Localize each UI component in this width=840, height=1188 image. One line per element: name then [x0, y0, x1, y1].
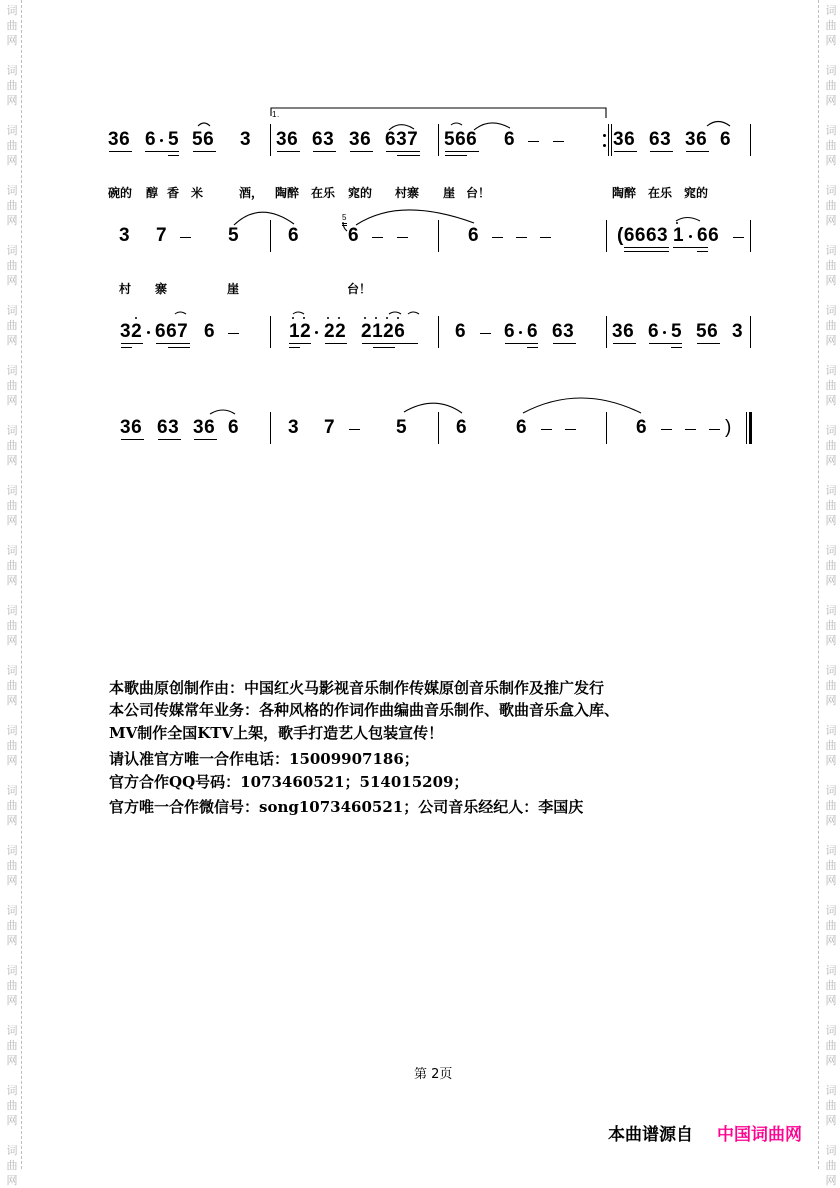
info-line: 本歌曲原创制作由：中国红火马影视音乐制作传媒原创音乐制作及推广发行 [109, 679, 605, 697]
watermark-text: 词 曲 网 [825, 184, 837, 227]
watermark-text: 词 曲 网 [825, 904, 837, 947]
watermark-text: 词 曲 网 [825, 1084, 837, 1127]
note-group: 36 [349, 129, 372, 150]
note: 6 [636, 417, 648, 438]
note-group: 56 [192, 129, 215, 150]
watermark-text: 词 曲 网 [6, 1084, 18, 1127]
note: 5 [396, 417, 408, 438]
watermark-text: 词 曲 网 [825, 244, 837, 287]
watermark-text: 词 曲 网 [6, 1144, 18, 1187]
lyric: 崖 [443, 186, 456, 200]
watermark-text: 词 曲 网 [6, 664, 18, 707]
note-high: 1 [673, 225, 685, 246]
lyric: 醇 [146, 186, 159, 200]
watermark-text: 词 曲 网 [6, 364, 18, 407]
watermark-text: 词 曲 网 [825, 364, 837, 407]
note: 6 [516, 417, 528, 438]
note-group: 36 [612, 321, 635, 342]
note: 3 [240, 129, 252, 150]
lyric: 窕的 [684, 186, 709, 200]
watermark-text: 词 曲 网 [6, 244, 18, 287]
lyric: 香 [167, 186, 180, 200]
note-group-high: 22 [324, 321, 347, 342]
note-group: 66 [697, 225, 720, 246]
note: 6 [648, 321, 660, 342]
note-group: 667 [155, 321, 189, 342]
note-group: 36 [685, 129, 708, 150]
watermark-text: 词 曲 网 [6, 424, 18, 467]
watermark-text: 词 曲 网 [825, 484, 837, 527]
watermark-text: 词 曲 网 [825, 304, 837, 347]
watermark-text: 词 曲 网 [825, 124, 837, 167]
watermark-text: 词 曲 网 [825, 724, 837, 767]
note: 6 [720, 129, 732, 150]
lyric: 在乐 [648, 186, 673, 200]
note: 5 [168, 129, 180, 150]
watermark-text: 词 曲 网 [825, 664, 837, 707]
lyric: 村 [119, 282, 132, 296]
watermark-text: 词 曲 网 [825, 1144, 837, 1187]
note: 6 [527, 321, 539, 342]
note-group: 63 [312, 129, 335, 150]
info-line-qq: 官方合作QQ号码：1073460521；514015209； [109, 773, 469, 791]
note: 5 [228, 225, 240, 246]
lyric: 崖 [227, 282, 240, 296]
note-group: 56 [696, 321, 719, 342]
note-group-high: 2126 [361, 321, 406, 342]
note-group: 63 [649, 129, 672, 150]
note-group: 36 [276, 129, 299, 150]
watermark-text: 词 曲 网 [825, 784, 837, 827]
watermark-text: 词 曲 网 [6, 904, 18, 947]
note: 6 [468, 225, 480, 246]
info-line-wechat: 官方唯一合作微信号：song1073460521；公司音乐经纪人：李国庆 [109, 798, 584, 816]
note-group: (6663 [617, 225, 669, 246]
lyric: 寨 [155, 282, 168, 296]
note-group: 637 [385, 129, 419, 150]
note: 6 [288, 225, 300, 246]
lyric: 陶醉 [612, 186, 637, 200]
close-paren: ) [725, 417, 732, 438]
watermark-text: 词 曲 网 [825, 64, 837, 107]
info-line: 本公司传媒常年业务：各种风格的作词作曲编曲音乐制作、歌曲音乐盒入库、 [109, 701, 620, 719]
watermark-text: 词 曲 网 [6, 784, 18, 827]
watermark-text: 词 曲 网 [825, 964, 837, 1007]
note-group: 36 [613, 129, 636, 150]
watermark-text: 词 曲 网 [6, 604, 18, 647]
watermark-text: 词 曲 网 [825, 604, 837, 647]
note-group: 36 [108, 129, 131, 150]
source-site-link[interactable]: 中国词曲网 [717, 1125, 802, 1145]
lyric: 陶醉 [275, 186, 300, 200]
watermark-text: 词 曲 网 [6, 184, 18, 227]
note: 6 [145, 129, 157, 150]
note: 3 [732, 321, 744, 342]
note: 6 [504, 321, 516, 342]
watermark-text: 词 曲 网 [6, 304, 18, 347]
note: 6 [228, 417, 240, 438]
watermark-text: 词 曲 网 [6, 544, 18, 587]
watermark-text: 词 曲 网 [825, 1024, 837, 1067]
watermark-text: 词 曲 网 [6, 64, 18, 107]
note: 6 [504, 129, 516, 150]
note-group: 63 [157, 417, 180, 438]
watermark-text: 词 曲 网 [6, 844, 18, 887]
lyric: 米 [191, 186, 204, 200]
note-group: 36 [120, 417, 143, 438]
note-group: 566 [444, 129, 478, 150]
info-line: MV制作全国KTV上架，歌手打造艺人包装宣传！ [109, 724, 444, 742]
watermark-text: 词 曲 网 [825, 424, 837, 467]
lyric: 台！ [347, 282, 372, 296]
note: 6 [456, 417, 468, 438]
watermark-text: 词 曲 网 [825, 544, 837, 587]
note-group: 36 [193, 417, 216, 438]
watermark-text: 词 曲 网 [6, 124, 18, 167]
watermark-text: 词 曲 网 [6, 4, 18, 47]
note: 5 [671, 321, 683, 342]
lyric: 在乐 [311, 186, 336, 200]
note-group-high: 12 [289, 321, 312, 342]
note: 3 [119, 225, 131, 246]
note: 7 [324, 417, 336, 438]
note-group: 63 [552, 321, 575, 342]
volta-label: 1. [272, 110, 280, 119]
grace-note: 5 [342, 213, 347, 222]
note: 7 [156, 225, 168, 246]
note: 6 [204, 321, 216, 342]
watermark-text: 词 曲 网 [6, 724, 18, 767]
lyric: 酒， [239, 186, 264, 200]
note: 3 [288, 417, 300, 438]
source-label: 本曲谱源自 [608, 1125, 693, 1145]
lyric: 村寨 [395, 186, 420, 200]
watermark-text: 词 曲 网 [825, 4, 837, 47]
lyric: 台！ [466, 186, 491, 200]
watermark-text: 词 曲 网 [6, 484, 18, 527]
info-line-phone: 请认准官方唯一合作电话：15009907186； [109, 750, 419, 768]
watermark-text: 词 曲 网 [6, 1024, 18, 1067]
lyric: 碗的 [108, 186, 133, 200]
lyric: 窕的 [348, 186, 373, 200]
note: 6 [348, 225, 360, 246]
watermark-text: 词 曲 网 [6, 964, 18, 1007]
watermark-text: 词 曲 网 [825, 844, 837, 887]
page-number: 第 2页 [414, 1067, 453, 1082]
note: 6 [455, 321, 467, 342]
note-group: 32 [120, 321, 143, 342]
